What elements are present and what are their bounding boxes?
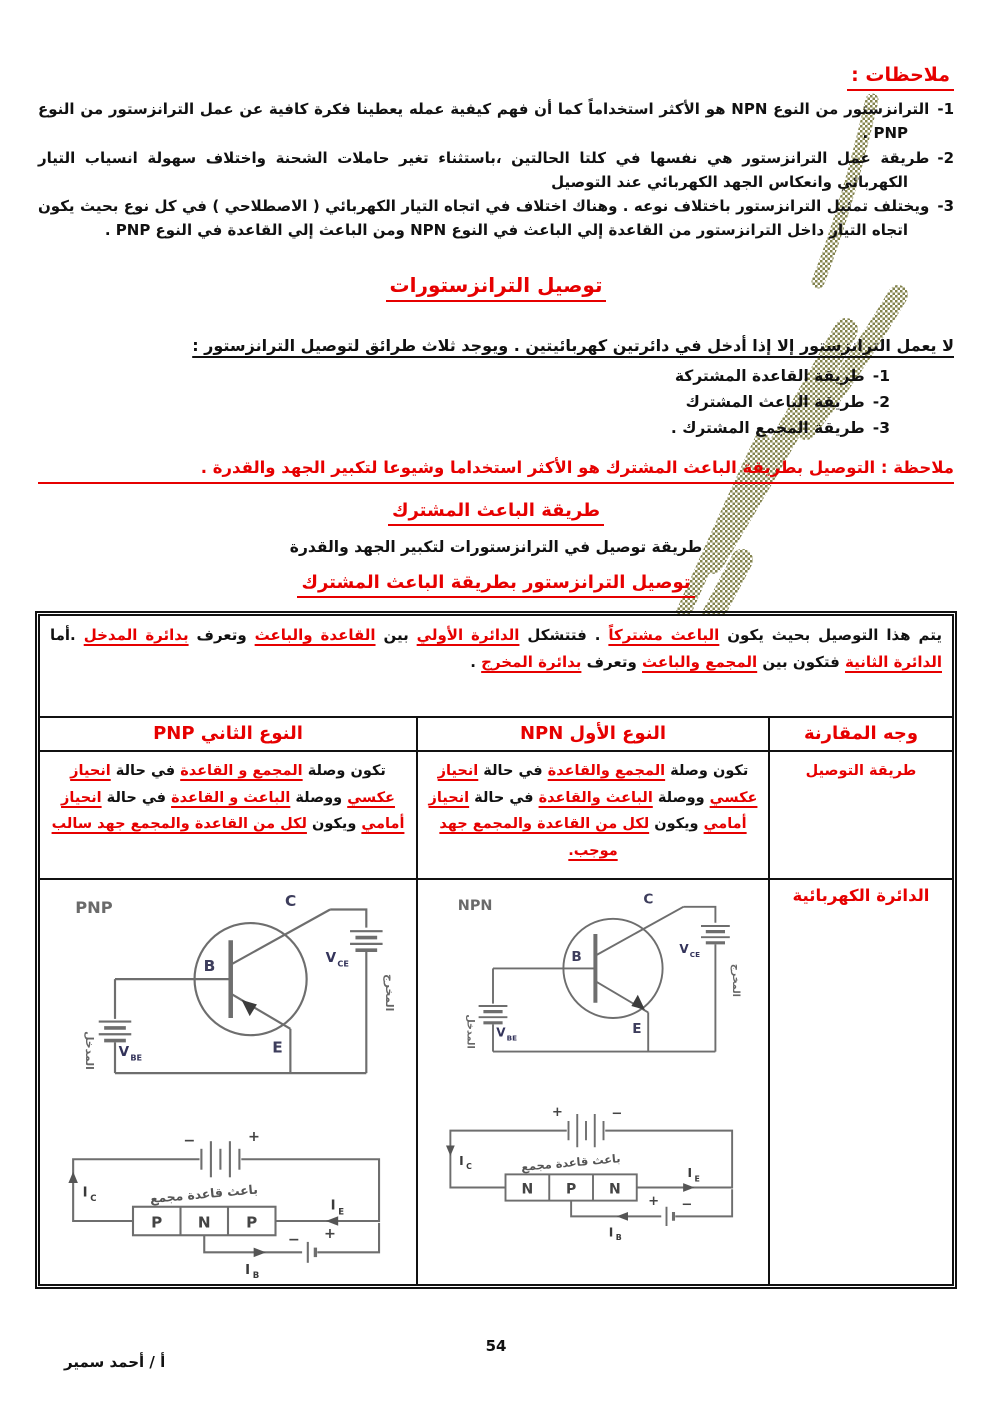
table-intro-row (39, 615, 953, 717)
pnp-block-labels: باعث قاعدة مجمع (149, 1182, 259, 1206)
method-npn-cell: تكون وصلة المجمع والقاعدة في حالة انحياز عكسي ووصلة الباعث والقاعدة في حالة انحياز أمامي ويكون لكل من القاعدة والمجمع جهد موجب. (417, 751, 769, 879)
npn-vce-label: V (679, 942, 689, 957)
section-title-text: توصيل الترانزستورات (386, 273, 607, 302)
subsection-title-2-text: توصيل الترانزستور بطريقة الباعث المشترك (297, 572, 694, 598)
method-row-label: طريقة التوصيل (769, 751, 953, 879)
method-item-3-number: 3- (872, 419, 890, 438)
pnp-emitter-arrow (242, 1000, 257, 1016)
pnp-block-1: P (151, 1213, 163, 1232)
pnp-top-plus: + (247, 1129, 260, 1146)
npn-output-label: المخرج (730, 963, 741, 997)
note-item-2-number: 2- (937, 148, 954, 167)
method-item-3-text: طريقة المجمع المشترك . (670, 419, 865, 438)
npn-ie-sub: E (694, 1174, 700, 1184)
npn-ib-sub: B (615, 1232, 622, 1240)
page-footer (0, 1337, 992, 1389)
pnp-top-minus: − (183, 1132, 196, 1149)
pnp-ib-label: I (245, 1263, 251, 1278)
method-item-2-text: طريقة الباعث المشترك (685, 393, 865, 412)
notes-heading (38, 64, 954, 91)
npn-type-label: NPN (457, 897, 493, 914)
table-circuit-row (39, 879, 953, 1285)
pnp-ic-arrow (68, 1171, 78, 1182)
method-item-1 (38, 363, 890, 389)
table-intro-cell: يتم هذا التوصيل بحيث يكون الباعث مشتركاً . فتتشكل الدائرة الأولي بين القاعدة والباعث وتعرف بدائرة المدخل .أما الدائرة الثانية فتكون بين المجمع والباعث وتعرف بدائرة المخرج . (39, 615, 953, 717)
pnp-circuit-diagram (58, 886, 398, 1112)
page-number: 54 (485, 1337, 507, 1355)
note-item-1-text: الترانزستور من النوع NPN هو الأكثر استخداماً كما أن فهم كيفية عمله يعطينا فكرة كافية عن عمل الترانزستور من النوع PNP . (38, 100, 930, 143)
npn-input-label: المدخل (464, 1014, 476, 1049)
npn-collector-label: C (643, 891, 654, 908)
note-item-1 (38, 97, 954, 146)
method-item-3 (38, 415, 890, 441)
pnp-block-2: N (197, 1213, 211, 1232)
npn-vbe-label: V (496, 1025, 506, 1040)
npn-top-plus: + (551, 1104, 563, 1120)
pnp-ie-arrow (326, 1216, 338, 1226)
pnp-ib-sub: B (252, 1270, 260, 1278)
pnp-output-label: المخرج (383, 973, 397, 1012)
npn-ie-label: I (687, 1165, 693, 1180)
npn-ic-label: I (459, 1153, 464, 1168)
method-item-1-number: 1- (872, 366, 890, 385)
note-item-2 (38, 146, 954, 195)
header-npn: النوع الأول NPN (417, 717, 769, 751)
pnp-vbe-label: V (118, 1043, 130, 1060)
subsection-title-text: طريقة الباعث المشترك (388, 500, 604, 526)
method-item-2-number: 2- (872, 393, 890, 412)
npn-ic-arrow (446, 1145, 455, 1156)
npn-emitter-label: E (632, 1021, 642, 1038)
pnp-ic-label: I (82, 1185, 88, 1201)
subsection-title-2 (38, 572, 954, 598)
section-title (38, 273, 954, 302)
npn-vce-sub: CE (689, 950, 700, 960)
npn-ib-label: I (608, 1225, 614, 1240)
notes-heading-text: ملاحظات : (847, 64, 954, 91)
npn-ib-arrow (617, 1212, 628, 1221)
note-line: ملاحظة : التوصيل بطريقة الباعث المشترك هو الأكثر استخداما وشيوعا لتكبير الجهد والقدرة . (38, 458, 954, 484)
pnp-vbe-sub: BE (130, 1052, 143, 1063)
npn-ic-sub: C (466, 1161, 472, 1171)
comparison-table (38, 614, 954, 1286)
circuit-row-label: الدائرة الكهربائية (769, 879, 953, 1285)
table-method-row (39, 751, 953, 879)
note-item-3-number: 3- (937, 197, 954, 216)
subsection-title (38, 500, 954, 526)
npn-block-1: N (521, 1181, 534, 1198)
pnp-type-label: PNP (75, 897, 113, 917)
npn-block-2: P (565, 1181, 577, 1198)
method-pnp-cell: تكون وصلة المجمع و القاعدة في حالة انحياز عكسي ووصلة الباعث و القاعدة في حالة انحياز أمامي ويكون لكل من القاعدة والمجمع جهد سالب (39, 751, 417, 879)
npn-top-minus: − (611, 1106, 623, 1122)
npn-bottom-plus: + (648, 1193, 660, 1209)
pnp-base-label: B (203, 956, 216, 975)
method-item-1-text: طريقة القاعدة المشتركة (674, 366, 865, 385)
npn-circuit-diagram (443, 886, 743, 1086)
subsection-desc: طريقة توصيل في الترانزستورات لتكبير الجهد والقدرة (289, 537, 703, 556)
method-item-2 (38, 389, 890, 415)
pnp-ie-sub: E (338, 1207, 345, 1218)
npn-bottom-minus: − (681, 1197, 693, 1213)
npn-base-label: B (571, 949, 582, 966)
npn-block-labels: باعث قاعدة مجمع (520, 1151, 621, 1174)
note-item-3-text: ويختلف تمثيل الترانزستور باختلاف نوعه . وهناك اختلاف في اتجاه التيار الكهربائي ( الاصطلاحي ) في كل نوع بحيث يكون اتجاه التيار داخل الترانزستور من القاعدة إلي الباعث في النوع NPN ومن الباعث إلي القاعدة في النوع PNP . (38, 197, 930, 240)
pnp-bottom-minus: − (287, 1231, 300, 1248)
pnp-block-3: P (246, 1213, 258, 1232)
footer-author: أ / أحمد سمير (64, 1353, 166, 1371)
header-pnp: النوع الثاني PNP (39, 717, 417, 751)
pnp-bottom-plus: + (323, 1225, 336, 1242)
note-item-2-text: طريقة عمل الترانزستور هي نفسها في كلتا الحالتين ،باستثناء تغير حاملات الشحنة واختلاف سهولة انسياب التيار الكهربائي وانعكاس الجهد الكهربائي عند التوصيل (38, 148, 930, 191)
pnp-emitter-label: E (272, 1038, 283, 1057)
pnp-collector-label: C (284, 891, 297, 910)
table-header-row (39, 717, 953, 751)
npn-block-3: N (609, 1181, 621, 1198)
note-item-1-number: 1- (937, 100, 954, 118)
npn-vbe-sub: BE (506, 1033, 517, 1043)
methods-list (38, 363, 954, 442)
npn-emitter-arrow (631, 995, 645, 1010)
pnp-ib-arrow (254, 1247, 266, 1257)
intro-line: لا يعمل الترانزستور إلا إذا أدخل في دائرتين كهربائيتين . ويوجد ثلاث طرائق لتوصيل الترانزستور : (192, 335, 954, 355)
npn-block-diagram (428, 1100, 758, 1240)
header-compare: وجه المقارنة (769, 717, 953, 751)
note-item-3 (38, 194, 954, 243)
pnp-ie-label: I (330, 1198, 336, 1214)
pnp-input-label: المدخل (83, 1030, 97, 1070)
pnp-vce-sub: CE (337, 958, 349, 969)
pnp-block-diagram (50, 1126, 406, 1278)
pnp-vce-label: V (325, 949, 337, 966)
circuit-npn-cell (417, 879, 769, 1285)
npn-ie-arrow (683, 1183, 694, 1192)
pnp-ic-sub: C (90, 1193, 97, 1204)
circuit-pnp-cell (39, 879, 417, 1285)
